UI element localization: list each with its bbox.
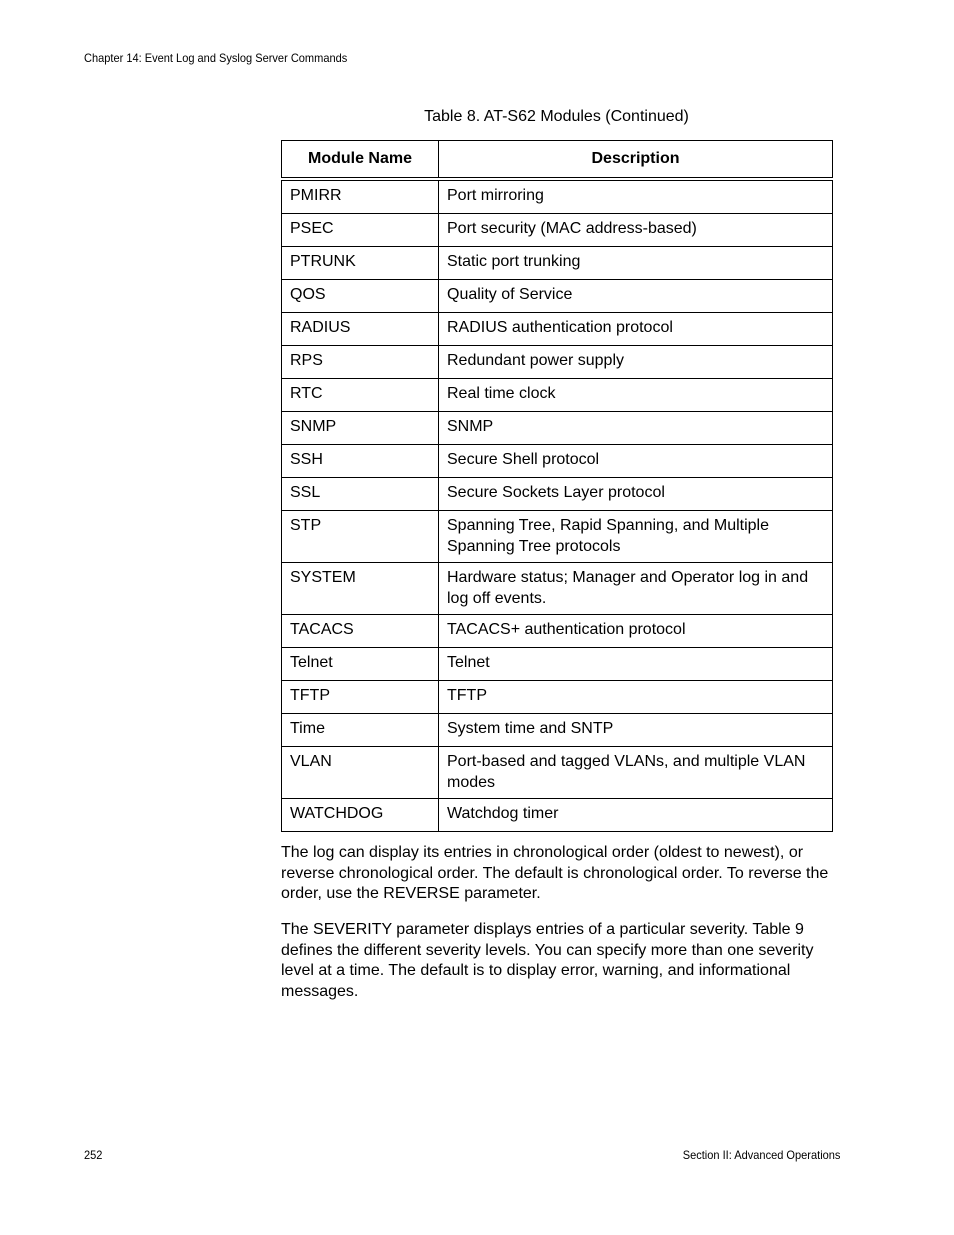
table-row [282, 412, 833, 445]
description-cell: Secure Shell protocol [439, 445, 833, 478]
module-name-cell: VLAN [282, 747, 439, 799]
module-name-cell: Telnet [282, 648, 439, 681]
description-cell: TACACS+ authentication protocol [439, 615, 833, 648]
module-name-cell: PMIRR [282, 179, 439, 214]
table-row [282, 179, 833, 214]
description-cell: Telnet [439, 648, 833, 681]
table-row [282, 478, 833, 511]
description-cell: Port-based and tagged VLANs, and multiple VLAN modes [439, 747, 833, 799]
module-name-cell: WATCHDOG [282, 799, 439, 832]
description-cell: Spanning Tree, Rapid Spanning, and Multiple Spanning Tree protocols [439, 511, 833, 563]
description-cell: SNMP [439, 412, 833, 445]
module-name-cell: QOS [282, 280, 439, 313]
description-cell: RADIUS authentication protocol [439, 313, 833, 346]
paragraph-severity: The SEVERITY parameter displays entries of a particular severity. Table 9 defines the different severity levels. You can specify more than one severity level at a time. The default is to display error, warning, and informational messages. [281, 921, 814, 1000]
table-row [282, 445, 833, 478]
page-number: 252 [84, 1148, 103, 1162]
module-name-cell: TACACS [282, 615, 439, 648]
description-cell: Real time clock [439, 379, 833, 412]
paragraph-display-order: The log can display its entries in chronological order (oldest to newest), or reverse chronological order. The default is chronological order. To reverse the order, use the REVERSE parameter. [281, 844, 829, 902]
description-cell: System time and SNTP [439, 714, 833, 747]
table-row [282, 346, 833, 379]
table-row [282, 714, 833, 747]
table-row [282, 648, 833, 681]
description-cell: Watchdog timer [439, 799, 833, 832]
table-row [282, 511, 833, 563]
table-row [282, 563, 833, 615]
table-row [282, 379, 833, 412]
description-cell: TFTP [439, 681, 833, 714]
module-name-cell: Time [282, 714, 439, 747]
table-row [282, 280, 833, 313]
table-row [282, 313, 833, 346]
description-cell: Port security (MAC address-based) [439, 214, 833, 247]
page-header: Chapter 14: Event Log and Syslog Server Commands [84, 51, 348, 65]
description-cell: Quality of Service [439, 280, 833, 313]
table-caption: Table 8. AT-S62 Modules (Continued) [424, 108, 689, 125]
module-name-cell: SNMP [282, 412, 439, 445]
module-name-cell: SYSTEM [282, 563, 439, 615]
module-name-cell: PSEC [282, 214, 439, 247]
table-row [282, 214, 833, 247]
description-cell: Redundant power supply [439, 346, 833, 379]
section-footer: Section II: Advanced Operations [682, 1148, 840, 1162]
table-row [282, 681, 833, 714]
table-body [282, 179, 833, 832]
description-cell: Hardware status; Manager and Operator log in and log off events. [439, 563, 833, 615]
table-row [282, 747, 833, 799]
module-name-cell: STP [282, 511, 439, 563]
module-name-cell: SSH [282, 445, 439, 478]
table-header-row [282, 141, 833, 180]
module-name-cell: RADIUS [282, 313, 439, 346]
module-name-cell: SSL [282, 478, 439, 511]
modules-table [281, 140, 833, 832]
module-name-cell: RPS [282, 346, 439, 379]
table-row [282, 247, 833, 280]
module-name-cell: RTC [282, 379, 439, 412]
module-name-cell: PTRUNK [282, 247, 439, 280]
table-row [282, 615, 833, 648]
column-header-module-name: Module Name [282, 141, 439, 180]
description-cell: Secure Sockets Layer protocol [439, 478, 833, 511]
column-header-description: Description [439, 141, 833, 180]
description-cell: Static port trunking [439, 247, 833, 280]
table-row [282, 799, 833, 832]
module-name-cell: TFTP [282, 681, 439, 714]
description-cell: Port mirroring [439, 179, 833, 214]
